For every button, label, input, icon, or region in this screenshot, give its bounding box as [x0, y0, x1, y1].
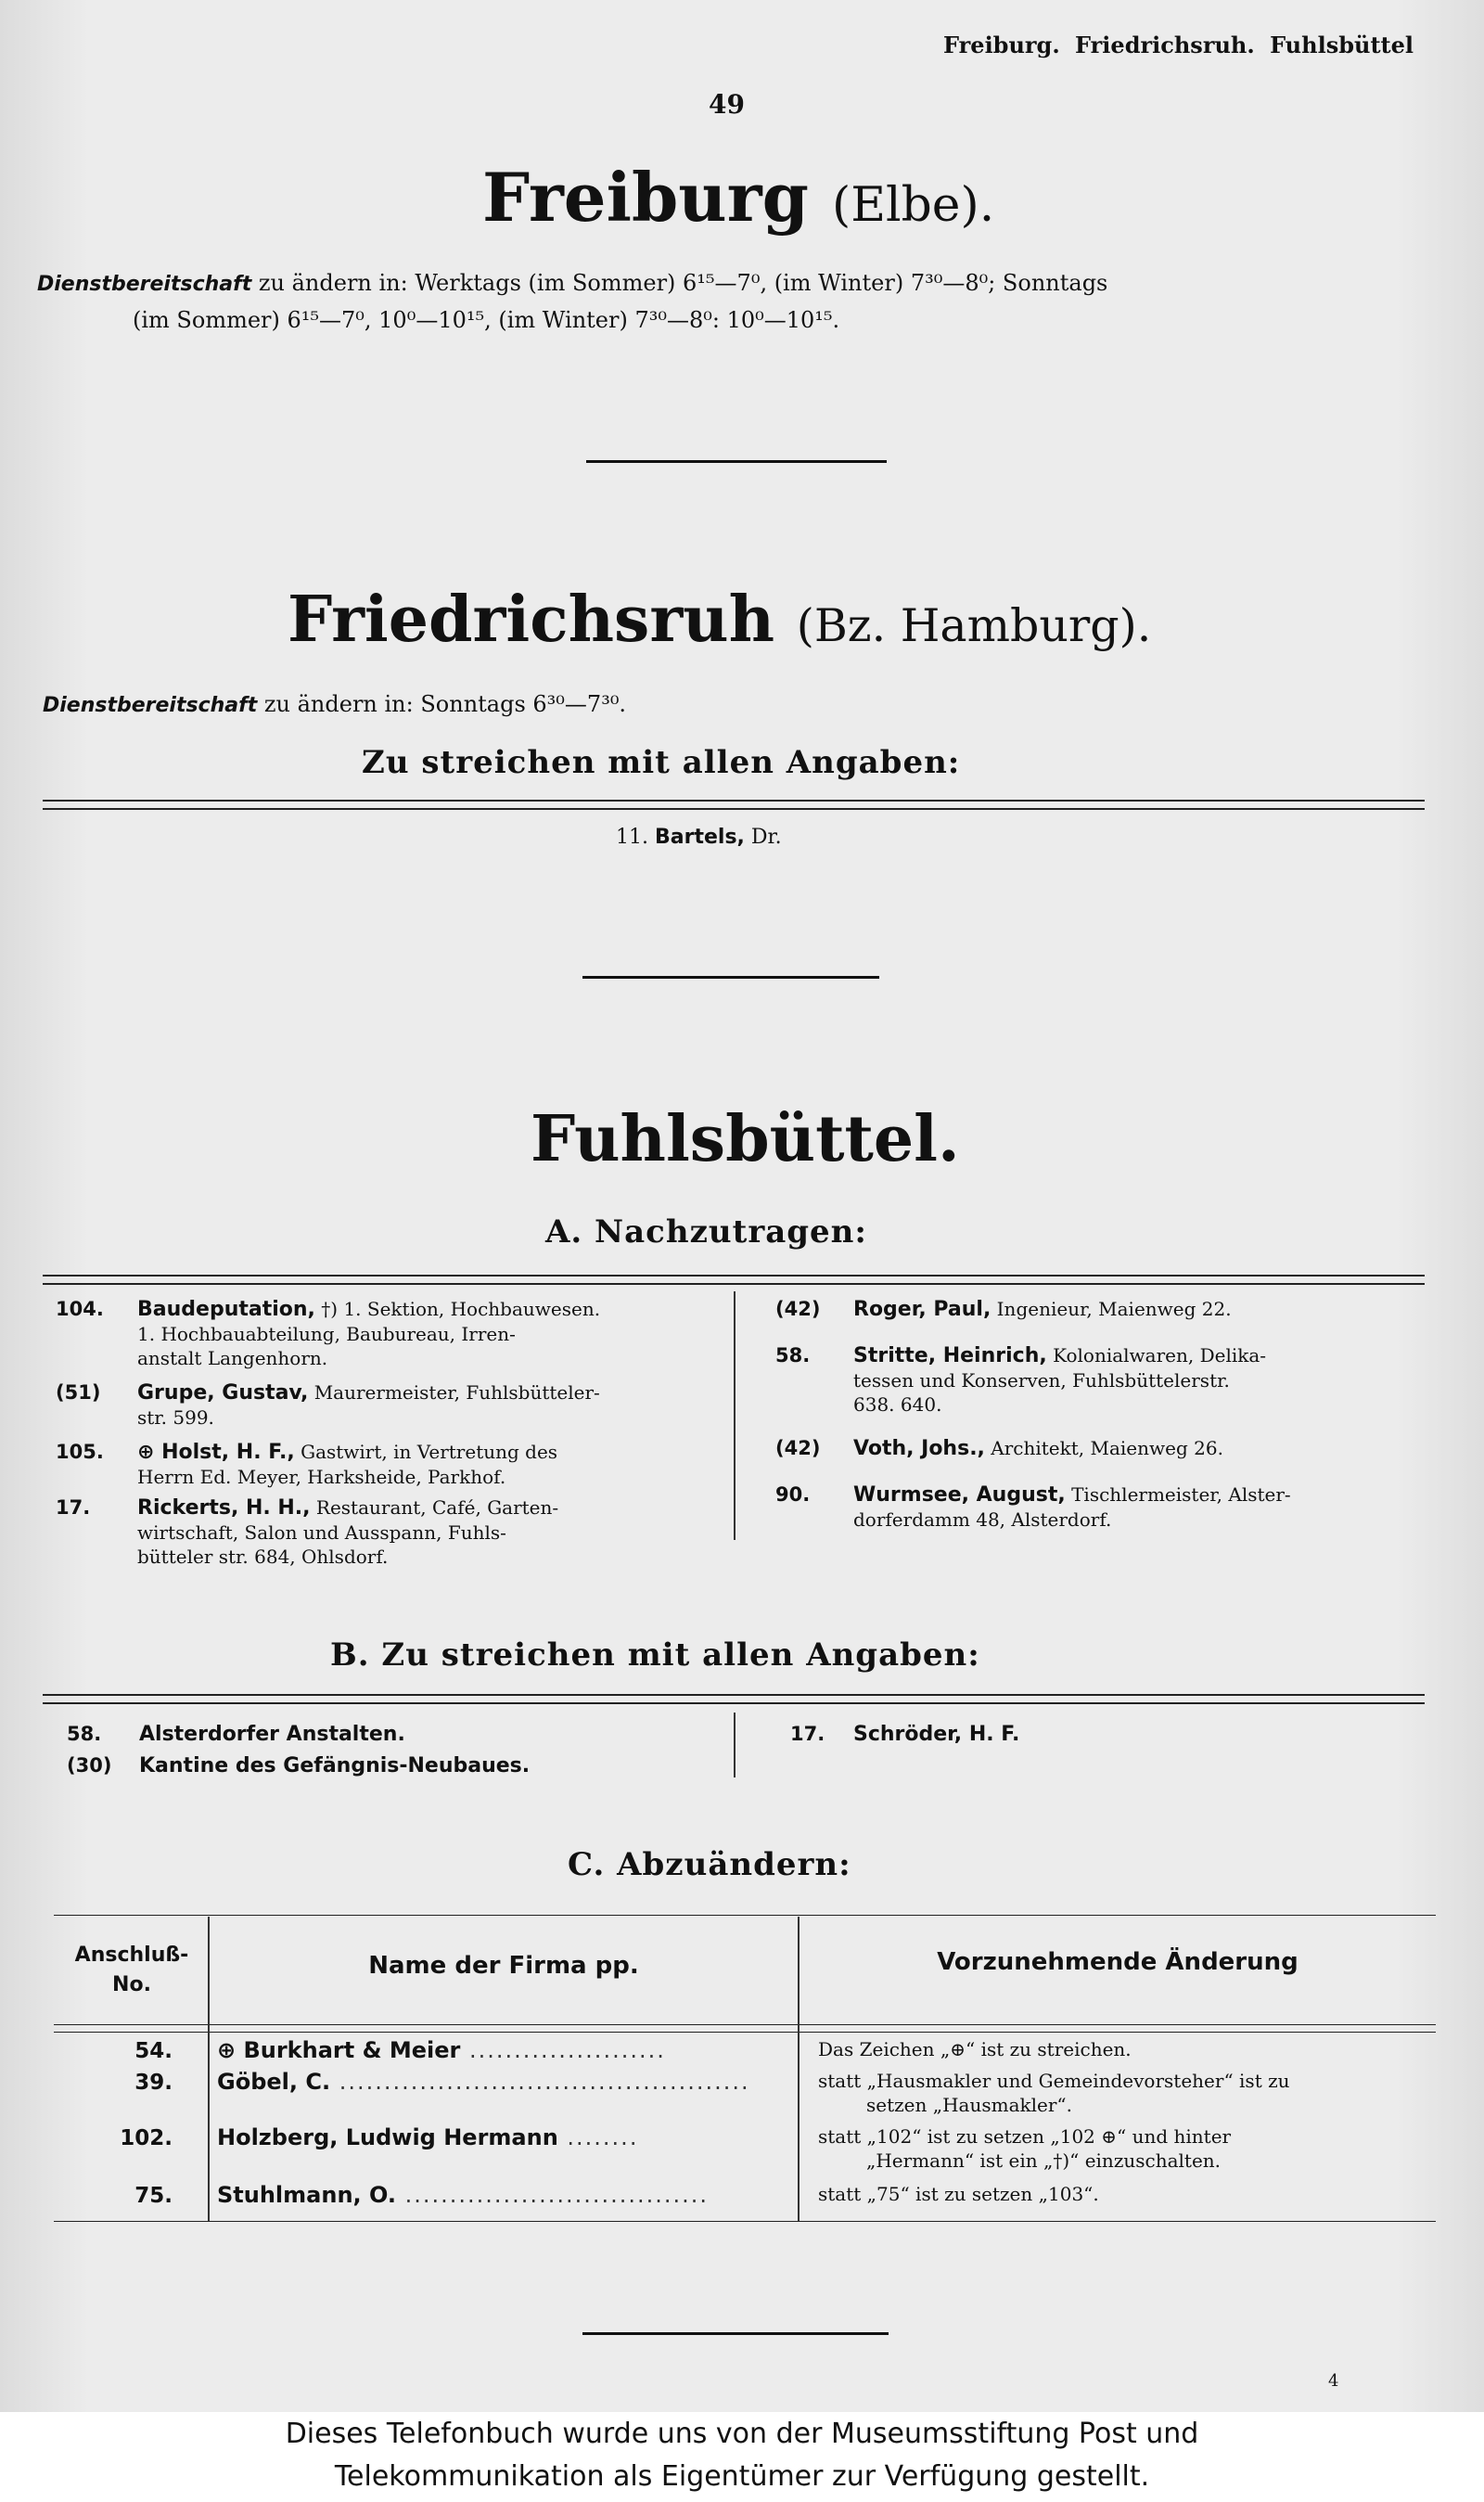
freiburg-subtitle: (Elbe). — [832, 177, 995, 233]
change-text: Das Zeichen „⊕“ ist zu streichen. — [818, 2038, 1132, 2060]
entry-number: 90. — [775, 1483, 811, 1506]
friedrichsruh-name: Friedrichsruh — [288, 583, 775, 657]
double-rule — [43, 1694, 1425, 1704]
friedrichsruh-text: zu ändern in: Sonntags 6³⁰—7³⁰. — [263, 691, 627, 717]
column-separator — [734, 1713, 736, 1777]
table-header-number — [58, 1941, 206, 2000]
change-text: statt „102“ ist zu setzen „102 ⊕“ und hinter — [818, 2125, 1232, 2148]
strike-number: 11. — [616, 826, 648, 849]
entry-text: Gastwirt, in Vertretung des — [301, 1441, 558, 1463]
divider — [582, 976, 879, 979]
entry-number: 17. — [790, 1723, 825, 1745]
entry-text: bütteler str. 684, Ohlsdorf. — [137, 1546, 389, 1568]
entry-text: str. 599. — [137, 1406, 214, 1429]
entry-number: (51) — [56, 1381, 101, 1404]
row-number: 39. — [134, 2071, 173, 2095]
running-head: Freiburg. Friedrichsruh. Fuhlsbüttel — [943, 32, 1414, 58]
row-name-text: ⊕ Burkhart & Meier — [217, 2037, 461, 2063]
row-number: 54. — [134, 2039, 173, 2063]
header-number-line2: No. — [112, 1973, 151, 1996]
entry-number: (42) — [775, 1298, 821, 1320]
table-header-rule — [54, 2024, 1436, 2025]
freiburg-notice — [37, 265, 1456, 338]
table-header-change: Vorzunehmende Änderung — [937, 1948, 1298, 1976]
row-name: Stuhlmann, O. .................................. — [217, 2182, 710, 2208]
divider — [582, 2332, 889, 2335]
entry-text: †) 1. Sektion, Hochbauwesen. — [321, 1298, 601, 1320]
entry-text: anstalt Langenhorn. — [137, 1347, 328, 1369]
friedrichsruh-label: Dienstbereitschaft — [43, 694, 258, 717]
freiburg-text-1: zu ändern in: Werktags (im Sommer) 6¹⁵—7⁰, (im Winter) 7³⁰—8⁰; Sonntags — [258, 270, 1108, 296]
row-change — [818, 2037, 1467, 2061]
entry-text: Tischlermeister, Alster- — [1071, 1483, 1291, 1506]
header-number-line1: Anschluß- — [74, 1944, 189, 1967]
entry-text: Restaurant, Café, Garten- — [315, 1496, 559, 1519]
entry-number: 17. — [56, 1496, 91, 1519]
row-name-text: Göbel, C. — [217, 2069, 331, 2095]
footer-line-2: Telekommunikation als Eigentümer zur Verfügung gestellt. — [334, 2460, 1150, 2493]
row-number: 102. — [120, 2126, 173, 2150]
entry-name: Kantine des Gefängnis-Neubaues. — [139, 1754, 531, 1777]
entry-name: Rickerts, H. H., — [137, 1496, 311, 1520]
row-name: Göbel, C. .............................................. — [217, 2069, 750, 2095]
friedrichsruh-strike-heading: Zu streichen mit allen Angaben: — [362, 744, 961, 781]
entry-text: wirtschaft, Salon und Ausspann, Fuhls- — [137, 1521, 506, 1544]
footer-line-1: Dieses Telefonbuch wurde uns von der Museumsstiftung Post und — [285, 2418, 1199, 2450]
row-change — [818, 2182, 1467, 2206]
entry-text: Maurermeister, Fuhlsbütteler- — [313, 1381, 600, 1404]
entry-text: Architekt, Maienweg 26. — [991, 1437, 1223, 1459]
table-header-name: Name der Firma pp. — [368, 1952, 639, 1980]
change-text: statt „Hausmakler und Gemeindevorsteher“ ist zu — [818, 2070, 1290, 2092]
entry-number: 104. — [56, 1298, 104, 1320]
row-change — [818, 2124, 1467, 2173]
friedrichsruh-strike-entry — [616, 826, 782, 850]
entry-number: (42) — [775, 1437, 821, 1459]
entry-name: Voth, Johs., — [853, 1437, 985, 1460]
entry-text: Herrn Ed. Meyer, Harksheide, Parkhof. — [137, 1466, 506, 1488]
row-name-text: Holzberg, Ludwig Hermann — [217, 2124, 558, 2150]
entry-text: 1. Hochbauabteilung, Baubureau, Irren- — [137, 1323, 516, 1345]
table-top-rule — [54, 1915, 1436, 1916]
double-rule — [43, 1275, 1425, 1285]
entry-name: ⊕ Holst, H. F., — [137, 1441, 295, 1464]
entry-text: tessen und Konserven, Fuhlsbüttelerstr. — [853, 1369, 1230, 1392]
entry-text: Ingenieur, Maienweg 22. — [996, 1298, 1232, 1320]
friedrichsruh-notice — [43, 686, 626, 724]
freiburg-label: Dienstbereitschaft — [37, 273, 252, 296]
double-rule — [43, 800, 1425, 810]
provenance-footer — [0, 2412, 1484, 2502]
entry-number: 58. — [775, 1344, 811, 1366]
freiburg-name: Freiburg — [482, 158, 809, 237]
freiburg-text-2: (im Sommer) 6¹⁵—7⁰, 10⁰—10¹⁵, (im Winter) 7³⁰—8⁰: 10⁰—10¹⁵. — [133, 307, 840, 333]
divider — [586, 460, 887, 463]
section-a-heading: A. Nachzutragen: — [545, 1213, 867, 1251]
entry-name: Alsterdorfer Anstalten. — [139, 1723, 405, 1746]
row-name: Holzberg, Ludwig Hermann ........ — [217, 2124, 639, 2150]
entry-text: Kolonialwaren, Delika- — [1053, 1344, 1267, 1366]
row-number: 75. — [134, 2184, 173, 2208]
freiburg-title — [482, 158, 994, 237]
table-bottom-rule — [54, 2221, 1436, 2222]
section-c-heading: C. Abzuändern: — [568, 1846, 851, 1883]
change-text: setzen „Hausmakler“. — [866, 2094, 1073, 2116]
entry-name: Schröder, H. F. — [853, 1723, 1020, 1746]
friedrichsruh-title — [288, 583, 1151, 657]
row-change — [818, 2069, 1467, 2117]
fuhlsbuettel-title: Fuhlsbüttel. — [531, 1102, 960, 1176]
change-text: statt „75“ ist zu setzen „103“. — [818, 2183, 1099, 2205]
entry-number: 105. — [56, 1441, 104, 1463]
entry-name: Stritte, Heinrich, — [853, 1344, 1047, 1367]
entry-number: 58. — [67, 1723, 102, 1745]
friedrichsruh-subtitle: (Bz. Hamburg). — [796, 599, 1152, 652]
entry-name: Roger, Paul, — [853, 1298, 991, 1321]
page-number: 49 — [709, 89, 745, 120]
entry-name: Grupe, Gustav, — [137, 1381, 309, 1405]
entry-name: Baudeputation, — [137, 1298, 315, 1321]
entry-text: 638. 640. — [853, 1393, 942, 1416]
column-separator — [734, 1291, 736, 1540]
row-name-text: Stuhlmann, O. — [217, 2182, 396, 2208]
table-header-rule — [54, 2032, 1436, 2033]
entry-number: (30) — [67, 1754, 112, 1777]
entry-name: Wurmsee, August, — [853, 1483, 1066, 1507]
entry-text: dorferdamm 48, Alsterdorf. — [853, 1508, 1112, 1531]
strike-name: Bartels, — [655, 826, 745, 849]
strike-title: Dr. — [750, 826, 782, 849]
row-name: ⊕ Burkhart & Meier ...................... — [217, 2037, 666, 2063]
corner-mark: 4 — [1328, 2371, 1339, 2391]
change-text: „Hermann“ ist ein „†)“ einzuschalten. — [866, 2149, 1222, 2172]
section-b-heading: B. Zu streichen mit allen Angaben: — [330, 1636, 980, 1674]
